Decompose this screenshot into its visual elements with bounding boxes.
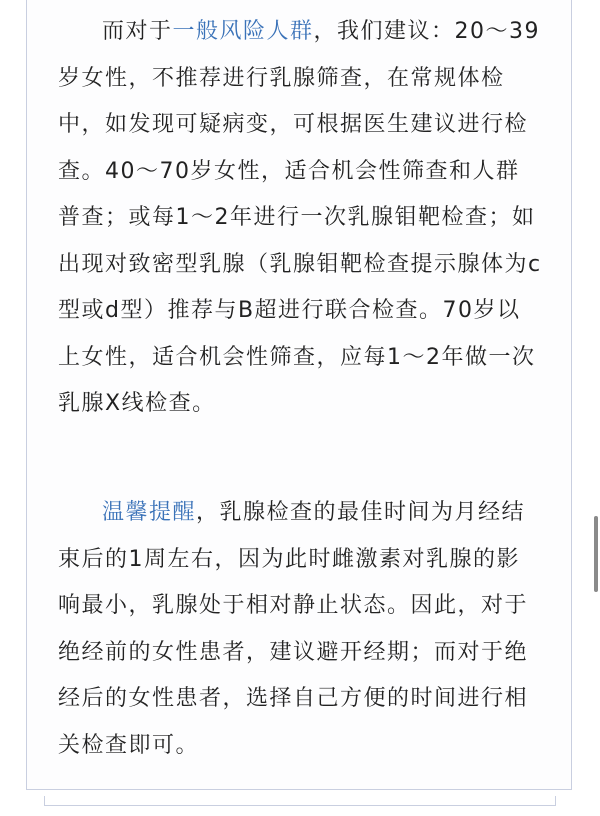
- para2-body: ，乳腺检查的最佳时间为月经结束后的1周左右，因为此时雌激素对乳腺的影响最小，乳腺处于相对静止状态。因此，对于绝经前的女性患者，建议避开经期；而对于绝经后的女性患者，选择自己方便的时间进行相关检查即可。: [58, 500, 529, 758]
- card-bottom-edge: [44, 796, 556, 806]
- highlight-warm-reminder: 温馨提醒: [102, 500, 197, 525]
- highlight-general-risk-group: 一般风险人群: [172, 19, 314, 44]
- scrollbar-thumb[interactable]: [594, 516, 598, 592]
- paragraph-screening-advice: [58, 9, 542, 428]
- paragraph-warm-reminder: [58, 490, 542, 769]
- para1-lead: 而对于: [102, 19, 173, 44]
- para1-body: ，我们建议：20～39岁女性，不推荐进行乳腺筛查，在常规体检中，如发现可疑病变，可根据医生建议进行检查。40～70岁女性，适合机会性筛查和人群普查；或每1～2年进行一次乳腺钼靶检查；如出现对致密型乳腺（乳腺钼靶检查提示腺体为c型或d型）推荐与B超进行联合检查。70岁以上女性，适合机会性筛查，应每1～2年做一次乳腺X线检查。: [58, 19, 542, 416]
